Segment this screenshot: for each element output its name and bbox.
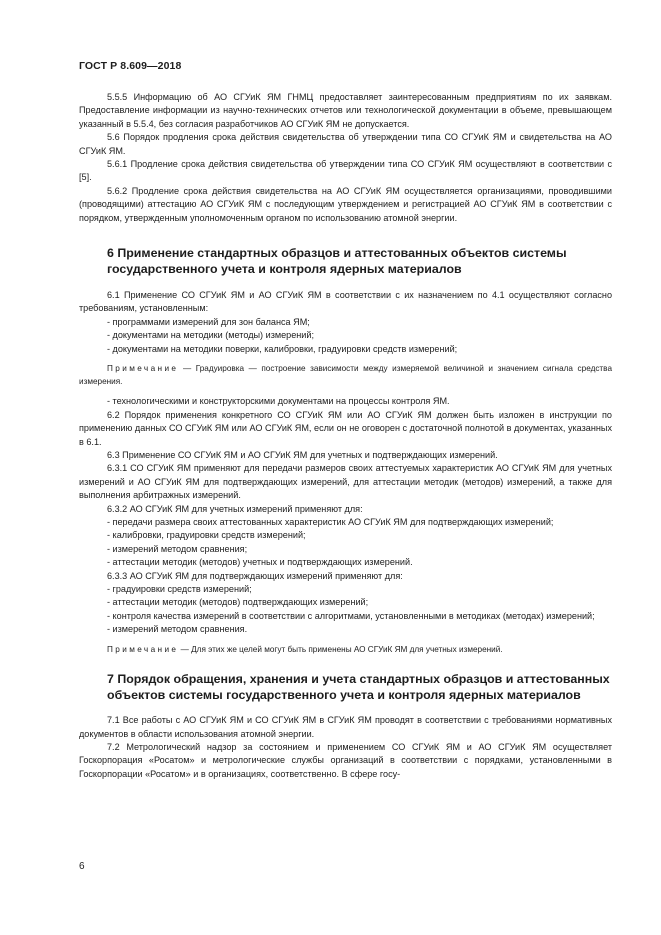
- list-item: - передачи размера своих аттестованных характеристик АО СГУиК ЯМ для подтверждающих измерений;: [107, 516, 554, 527]
- note-text: — Для этих же целей могут быть применены АО СГУиК ЯМ для учетных измерений.: [178, 644, 503, 654]
- paragraph: 7.1 Все работы с АО СГУиК ЯМ и СО СГУиК ЯМ в СГУиК ЯМ проводят в соответствии с требованиями нормативных документов в области использования атомной энергии.: [79, 715, 612, 739]
- document-body: [79, 91, 612, 781]
- note: [79, 363, 612, 388]
- list-item: - градуировки средств измерений;: [107, 583, 252, 594]
- document-header: ГОСТ Р 8.609—2018: [79, 60, 182, 72]
- list-item: - измерений методом сравнения;: [107, 543, 248, 554]
- note-label: Примечание: [107, 364, 179, 374]
- list-item: - калибровки, градуировки средств измерений;: [107, 530, 306, 541]
- paragraph: 5.6.1 Продление срока действия свидетельства об утверждении типа СО СГУиК ЯМ осуществляют в соответствии с [5].: [79, 159, 612, 183]
- paragraph: 6.3.1 СО СГУиК ЯМ применяют для передачи размеров своих аттестуемых характеристик АО СГУиК ЯМ для учетных измерений и АО СГУиК ЯМ для подтверждающих измерений, для аттестации методик (методов) измерений, а также для выполнения арбитражных измерений.: [79, 463, 612, 501]
- list-item: - программами измерений для зон баланса ЯМ;: [107, 316, 310, 327]
- section-heading: 7 Порядок обращения, хранения и учета стандартных образцов и аттестованных объектов системы государственного учета и контроля ядерных материалов: [107, 672, 610, 702]
- paragraph: 6.3 Применение СО СГУиК ЯМ и АО СГУиК ЯМ для учетных и подтверждающих измерений.: [107, 449, 498, 460]
- spacer: [79, 356, 612, 363]
- paragraph: 6.2 Порядок применения конкретного СО СГУиК ЯМ или АО СГУиК ЯМ должен быть изложен в инструкции по применению данных СО СГУиК ЯМ или АО СГУиК ЯМ, если он не оговорен с достаточной полнотой в документах, указанных в 6.1.: [79, 409, 612, 447]
- list-item: - контроля качества измерений в соответствии с алгоритмами, установленными в методиках (методах) измерений;: [107, 610, 595, 621]
- list-item: - аттестации методик (методов) учетных и подтверждающих измерений.: [107, 557, 413, 568]
- paragraph: 5.6 Порядок продления срока действия свидетельства об утверждении типа СО СГУиК ЯМ и свидетельства на АО СГУиК ЯМ.: [79, 132, 612, 156]
- list-item: - технологическими и конструкторскими документами на процессы контроля ЯМ.: [107, 396, 450, 407]
- note-text: — Градуировка — построение зависимости между измеряемой величиной и значением сигнала средства измерения.: [79, 364, 612, 386]
- list-item: - документами на методики (методы) измерений;: [107, 330, 314, 341]
- list-item: - измерений методом сравнения.: [107, 624, 248, 635]
- paragraph: 7.2 Метрологический надзор за состоянием и применением СО СГУиК ЯМ и АО СГУиК ЯМ осуществляет Госкорпорация «Росатом» и метрологические службы организаций в соответствии с порядками, установленными в Госкорпорации «Росатом» и в организациях, соответственно. В сфере госу-: [79, 742, 612, 779]
- spacer: [79, 388, 612, 395]
- note-label: Примечание: [107, 644, 179, 654]
- section-heading: 6 Применение стандартных образцов и аттестованных объектов системы государственного учета и контроля ядерных материалов: [107, 246, 567, 276]
- note: [79, 644, 612, 657]
- paragraph: 6.3.3 АО СГУиК ЯМ для подтверждающих измерений применяют для:: [107, 570, 403, 581]
- paragraph: 5.6.2 Продление срока действия свидетельства на АО СГУиК ЯМ осуществляется организациями, проводившими (проводящими) аттестацию АО СГУиК ЯМ с последующим утверждением и регистрацией АО СГУиК ЯМ в соответствии с порядком, утвержденным уполномоченным органом по использованию атомной энергии.: [79, 185, 612, 223]
- paragraph: 6.3.2 АО СГУиК ЯМ для учетных измерений применяют для:: [107, 503, 363, 514]
- paragraph: 5.5.5 Информацию об АО СГУиК ЯМ ГНМЦ предоставляет заинтересованным предприятиям по их заявкам. Предоставление информации из научно-технических отчетов или технологической документации в объеме, превышающем указанный в 5.5.4, без согласия разработчиков АО СГУиК ЯМ не допускается.: [79, 92, 612, 129]
- spacer: [79, 637, 612, 644]
- list-item: - документами на методики поверки, калибровки, градуировки средств измерений;: [107, 343, 458, 354]
- list-item: - аттестации методик (методов) подтверждающих измерений;: [107, 597, 369, 608]
- page-number: 6: [79, 861, 85, 872]
- paragraph: 6.1 Применение СО СГУиК ЯМ и АО СГУиК ЯМ в соответствии с их назначением по 4.1 осуществляют согласно требованиям, установленным:: [79, 290, 612, 314]
